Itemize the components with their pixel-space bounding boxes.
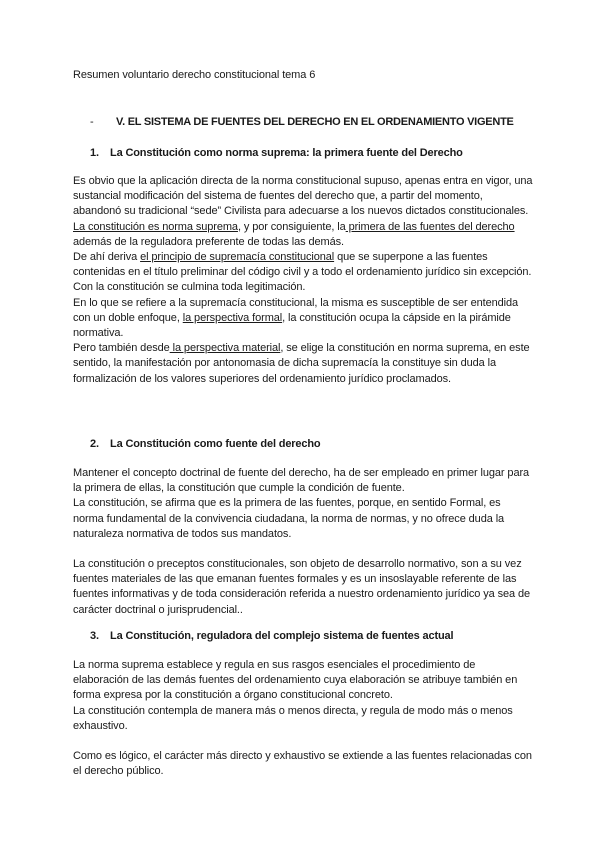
- section-2-number: 2.: [90, 438, 99, 450]
- section-3-paragraph: La constitución contempla de manera más o menos directa, y regula de modo más o menos exhaustivo.: [73, 704, 513, 732]
- section-2-paragraph: La constitución, se afirma que es la primera de las fuentes, porque, en sentido Formal, es norma fundamental de la convivencia ciudadana, la norma de normas, y no ofrece duda la naturaleza normativa de todos sus mandatos.: [73, 497, 505, 540]
- underlined-term: la perspectiva formal: [182, 311, 283, 324]
- section-3-paragraph: Como es lógico, el carácter más directo y exhaustivo se extiende a las fuentes relacionadas con el derecho público.: [73, 750, 532, 778]
- underlined-term: la perspectiva material: [169, 342, 281, 355]
- underlined-term: La constitución es norma suprema: [73, 220, 238, 233]
- section-2-title: La Constitución como fuente del derecho: [110, 438, 321, 450]
- section-1-paragraph: Es obvio que la aplicación directa de la norma constitucional supuso, apenas entra en vigor, una sustancial modificación del sistema de fuentes del derecho que, a partir del momento, abandonó su tradicional “sede” Civilista para adecuarse a los nuevos dictados constitucionales.: [73, 175, 533, 218]
- underlined-term: primera de las fuentes del derecho: [345, 220, 515, 233]
- section-3-number: 3.: [90, 630, 99, 642]
- section-3-title: La Constitución, reguladora del complejo sistema de fuentes actual: [110, 630, 454, 642]
- section-1-paragraph: De ahí deriva el principio de supremacía constitucional que se superpone a las fuentes contenidas en el título preliminar del código civil y a todo el ordenamiento jurídico sin excepción.: [73, 251, 532, 279]
- section-1-paragraph: La constitución es norma suprema, y por consiguiente, la primera de las fuentes del derecho además de la reguladora preferente de todas las demás.: [73, 220, 515, 248]
- main-heading: [90, 116, 514, 128]
- section-1-number: 1.: [90, 147, 99, 159]
- main-heading-bullet: -: [90, 116, 94, 128]
- section-2-heading: [90, 438, 321, 450]
- section-1-body: [73, 174, 533, 387]
- section-3-heading: [90, 630, 453, 642]
- document-title: Resumen voluntario derecho constitucional tema 6: [73, 69, 316, 81]
- section-1-paragraph: En lo que se refiere a la supremacía constitucional, la misma es susceptible de ser entendida con un doble enfoque, la perspectiva formal, la constitución ocupa la cápside en la pirámide normativa.: [73, 296, 519, 340]
- section-2-body: [73, 466, 533, 618]
- section-1-heading: [90, 147, 463, 159]
- section-2-paragraph: Mantener el concepto doctrinal de fuente del derecho, ha de ser empleado en primer lugar para la primera de ellas, la constitución que cumple la condición de fuente.: [73, 467, 530, 495]
- section-3-paragraph: La norma suprema establece y regula en sus rasgos esenciales el procedimiento de elaboración de las demás fuentes del ordenamiento cuya elaboración se atribuye también en forma expresa por la constitución a órgano constitucional concreto.: [73, 659, 518, 702]
- section-1-title: La Constitución como norma suprema: la primera fuente del Derecho: [110, 147, 463, 159]
- section-2-paragraph: La constitución o preceptos constitucionales, son objeto de desarrollo normativo, son a su vez fuentes materiales de las que emanan fuentes formales y es un insoslayable referente de las fuentes informativas y de toda consideración referida a nuestro ordenamiento jurídico ya sea de carácter doctrinal o jurisprudencial..: [73, 558, 531, 616]
- section-3-body: [73, 658, 533, 779]
- section-1-paragraph: Pero también desde la perspectiva material, se elige la constitución en norma suprema, en este sentido, la manifestación por antonomasia de dicha supremacía la constituye sin duda la formalización de los valores superiores del ordenamiento jurídico proclamados.: [73, 342, 530, 385]
- section-1-paragraph: Con la constitución se culmina toda legitimación.: [73, 281, 306, 294]
- main-heading-text: V. EL SISTEMA DE FUENTES DEL DERECHO EN EL ORDENAMIENTO VIGENTE: [116, 116, 514, 128]
- underlined-term: el principio de supremacía constitucional: [140, 251, 335, 264]
